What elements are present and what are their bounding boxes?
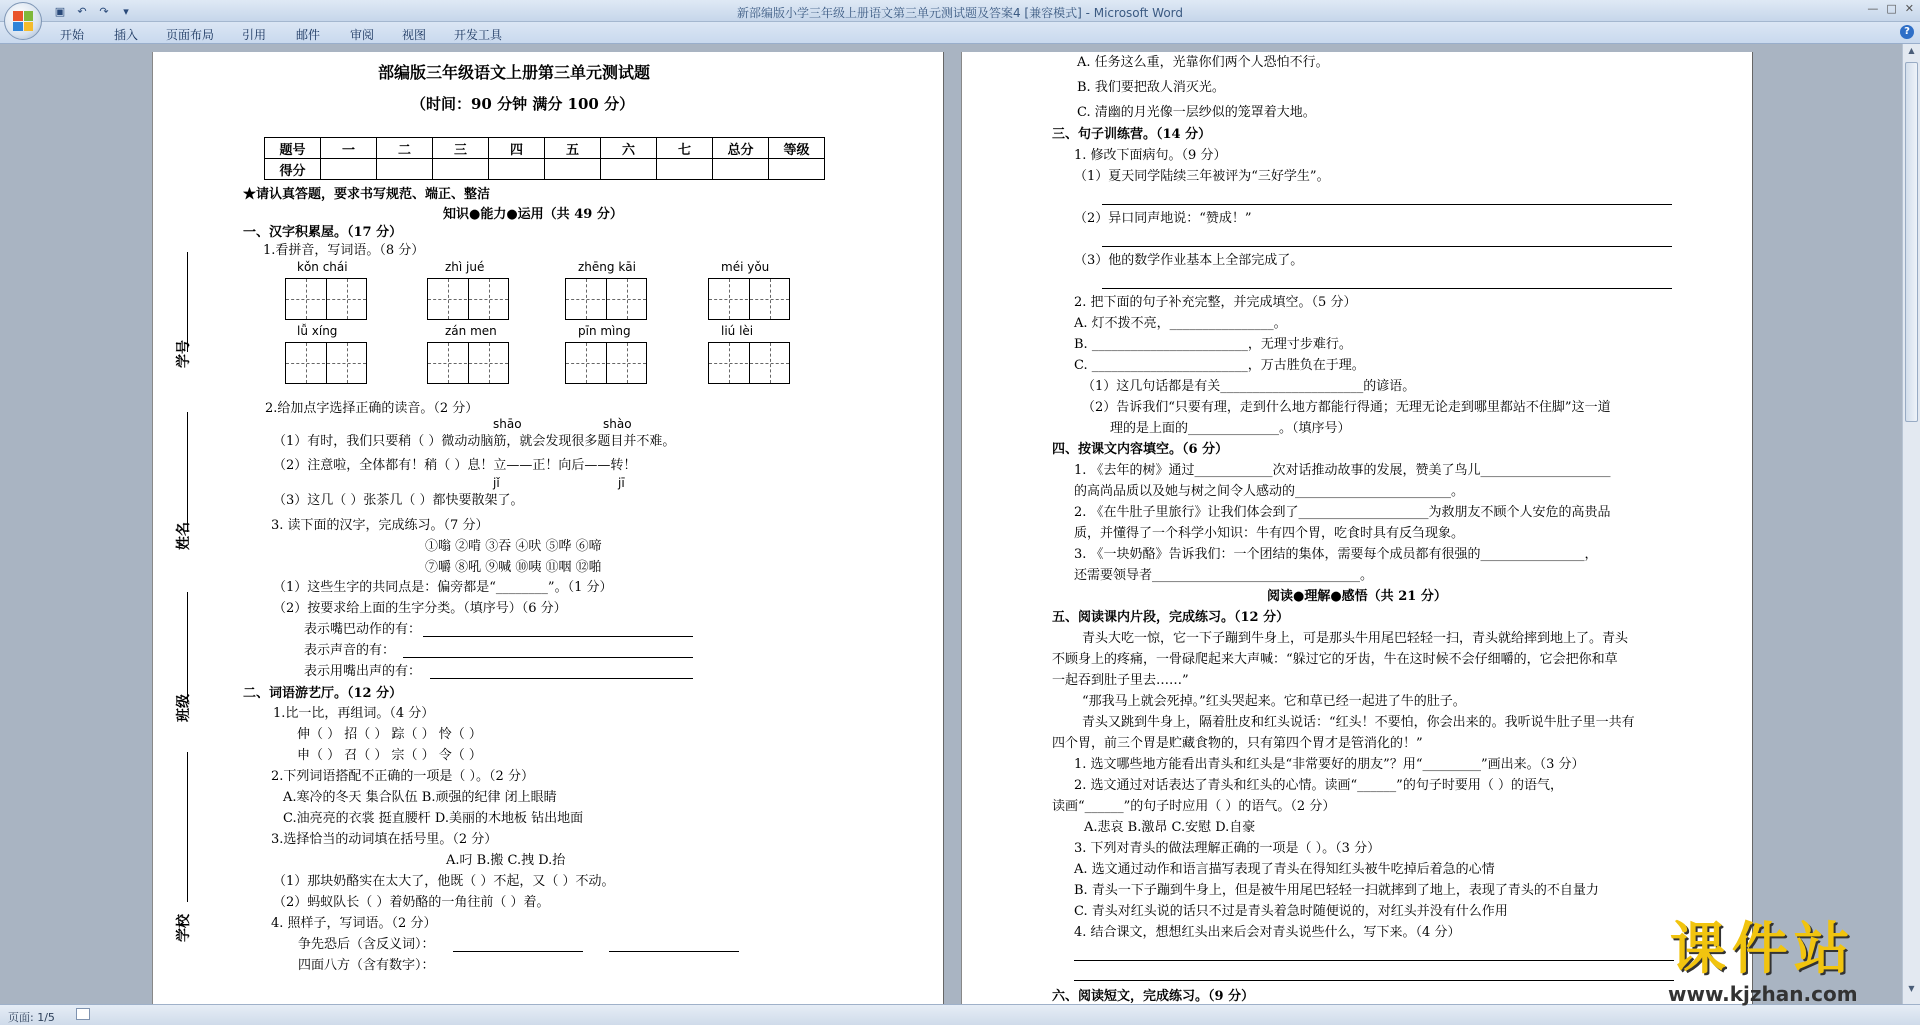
answer-line[interactable] <box>609 951 739 952</box>
question-heading: 一、汉字积累屋。（17 分） <box>243 225 403 240</box>
vertical-scrollbar[interactable] <box>1902 44 1920 1004</box>
pinyin-label: jī <box>618 476 625 490</box>
score-cell: 总分 <box>713 138 769 159</box>
question-text: 2. 把下面的句子补充完整，并完成填空。（5 分） <box>1074 295 1357 310</box>
score-cell[interactable] <box>433 159 489 180</box>
redo-icon[interactable]: ↷ <box>99 4 109 18</box>
question-text: 表示声音的有： <box>304 643 396 658</box>
question-text: 1. 《去年的树》通过____________次对话推动故事的发展，赞美了鸟儿____________________ <box>1074 463 1611 478</box>
score-cell[interactable] <box>321 159 377 180</box>
office-button[interactable] <box>4 2 42 40</box>
question-text: （2）按要求给上面的生字分类。（填序号）（6 分） <box>273 601 567 616</box>
scroll-up-icon[interactable]: ▲ <box>1908 46 1915 55</box>
score-table <box>264 137 825 180</box>
question-text: （3）这几（ ）张茶几（ ）都快要散架了。 <box>273 493 524 508</box>
question-text: 理的是上面的______________。（填序号） <box>1110 421 1351 436</box>
document-page-2[interactable] <box>962 52 1752 1004</box>
question-text: （1）那块奶酪实在太大了，他既（ ）不起，又（ ）不动。 <box>273 874 615 889</box>
tab-review[interactable]: 审阅 <box>350 28 375 42</box>
page-indicator[interactable]: 页面: 1/5 <box>8 1011 55 1024</box>
question-text: 四面八方（含有数字）： <box>298 958 435 973</box>
question-text: （3）他的数学作业基本上全部完成了。 <box>1074 253 1304 268</box>
tab-view[interactable]: 视图 <box>402 28 427 42</box>
score-cell[interactable] <box>713 159 769 180</box>
minimize-icon[interactable]: — <box>1867 2 1879 15</box>
writing-grid[interactable] <box>708 342 790 384</box>
question-text: A.叼 B.搬 C.拽 D.抬 <box>446 853 566 868</box>
answer-line[interactable] <box>1102 204 1672 205</box>
answer-line[interactable] <box>1074 960 1674 961</box>
question-text: （2）注意啦，全体都有！稍（ ）息！立——正！向后——转！ <box>273 458 637 473</box>
question-text: （1）有时，我们只要稍（ ）微动动脑筋，就会发现很多题目并不难。 <box>273 434 676 449</box>
answer-line[interactable] <box>1102 246 1672 247</box>
watermark-title: 课件站 <box>1669 917 1856 982</box>
question-text: 1. 选文哪些地方能看出青头和红头是“非常要好的朋友”？用“_________”画出来。（3 分） <box>1074 757 1585 772</box>
section-heading: 阅读●理解●感悟（共 21 分） <box>1267 589 1447 604</box>
answer-line[interactable] <box>403 657 693 658</box>
side-label-class: 班级 <box>176 694 192 722</box>
instructions: ★请认真答题，要求书写规范、端正、整洁 <box>243 187 491 202</box>
score-cell: 等级 <box>769 138 825 159</box>
question-text: B. 青头一下子蹦到牛身上，但是被牛用尾巴轻轻一扫就摔到了地上，表现了青头的不自量力 <box>1074 883 1599 898</box>
question-text: 读画“______”的句子时应用（ ）的语气。（2 分） <box>1052 799 1336 814</box>
question-text: 质，并懂得了一个科学小知识：牛有四个胃，吃食时具有反刍现象。 <box>1074 526 1465 541</box>
passage-text: 青头大吃一惊，它一下子蹦到牛身上，可是那头牛用尾巴轻轻一扫，青头就给摔到地上了。青头 <box>1082 631 1629 646</box>
question-heading: 五、阅读课内片段，完成练习。（12 分） <box>1052 610 1290 625</box>
pinyin-label: méi yǒu <box>721 260 770 274</box>
side-label-student-id: 学号 <box>176 340 192 368</box>
pinyin-label: zhì jué <box>445 260 485 274</box>
save-icon[interactable]: ▣ <box>54 4 66 18</box>
question-text: 1.看拼音，写词语。（8 分） <box>263 243 425 258</box>
writing-grid[interactable] <box>427 342 509 384</box>
answer-line[interactable] <box>423 636 693 637</box>
question-text: （2）异口同声地说：“赞成！” <box>1074 211 1252 226</box>
tab-references[interactable]: 引用 <box>242 28 267 42</box>
passage-text: 一起吞到肚子里去……” <box>1052 673 1189 688</box>
ribbon-tabs <box>0 22 1920 44</box>
pinyin-label: zhēng kāi <box>578 260 636 274</box>
maximize-icon[interactable]: □ <box>1886 2 1897 15</box>
side-line <box>187 592 188 702</box>
question-text: 4. 照样子，写词语。（2 分） <box>271 916 437 931</box>
question-text: 伸（ ） 招（ ） 踪（ ） 怜（ ） <box>297 727 482 742</box>
question-text: 1.比一比，再组词。（4 分） <box>273 706 435 721</box>
score-cell: 得分 <box>265 159 321 180</box>
pinyin-label: liú lèi <box>721 324 754 338</box>
question-text: C. 清幽的月光像一层纱似的笼罩着大地。 <box>1077 105 1316 120</box>
question-text: A. 灯不拨不亮，________________。 <box>1074 316 1287 331</box>
side-line <box>187 412 188 532</box>
question-text: 的高尚品质以及她与树之间令人感动的________________________。 <box>1074 484 1465 499</box>
pinyin-label: pīn mìng <box>578 324 631 338</box>
score-cell: 七 <box>657 138 713 159</box>
score-cell[interactable] <box>545 159 601 180</box>
question-text: （1）这几句话都是有关______________________的谚语。 <box>1082 379 1416 394</box>
question-text: （1）夏天同学陆续三年被评为“三好学生”。 <box>1074 169 1330 184</box>
pinyin-label: kǒn chái <box>297 260 348 274</box>
question-text: ①嗡 ②啃 ③吞 ④吠 ⑤哗 ⑥啼 <box>425 539 602 554</box>
question-text: 争先恐后（含反义词）： <box>298 937 435 952</box>
undo-icon[interactable]: ↶ <box>77 4 87 18</box>
window-title: 新部编版小学三年级上册语文第三单元测试题及答案4 [兼容模式] - Microsoft Word <box>736 6 1184 20</box>
customize-qat-icon[interactable]: ▾ <box>123 4 129 18</box>
side-line <box>187 752 188 902</box>
writing-grid[interactable] <box>427 278 509 320</box>
question-text: 表示用嘴出声的有： <box>304 664 422 679</box>
passage-text: 不顾身上的疼痛，一骨碌爬起来大声喊：“躲过它的牙齿，牛在这时候不会仔细嚼的，它会把你和草 <box>1052 652 1618 667</box>
score-cell: 四 <box>489 138 545 159</box>
answer-line[interactable] <box>453 951 583 952</box>
pinyin-label: jǐ <box>493 476 500 490</box>
question-text: （2）蚂蚁队长（ ）着奶酪的一角往前（ ）着。 <box>273 895 550 910</box>
question-text: C. 青头对红头说的话只不过是青头着急时随便说的，对红头并没有什么作用 <box>1074 904 1508 919</box>
question-text: ⑦嚼 ⑧吼 ⑨喊 ⑩咦 ⑪咽 ⑫啪 <box>425 560 602 575</box>
score-cell: 题号 <box>265 138 321 159</box>
side-line <box>187 252 188 352</box>
side-label-school: 学校 <box>176 914 192 942</box>
question-text: 3. 读下面的汉字，完成练习。（7 分） <box>271 518 489 533</box>
score-cell[interactable] <box>377 159 433 180</box>
writing-grid[interactable] <box>708 278 790 320</box>
question-text: 3. 《一块奶酪》告诉我们：一个团结的集体，需要每个成员都有很强的________________， <box>1074 547 1598 562</box>
question-text: 申（ ） 召（ ） 宗（ ） 令（ ） <box>297 748 482 763</box>
question-text: 还需要领导者________________________________。 <box>1074 568 1374 583</box>
answer-line[interactable] <box>1074 980 1674 981</box>
score-cell: 二 <box>377 138 433 159</box>
score-cell[interactable] <box>601 159 657 180</box>
tab-mailings[interactable]: 邮件 <box>296 28 321 42</box>
scroll-down-icon[interactable]: ▼ <box>1908 984 1915 993</box>
question-text: （1）这些生字的共同点是：偏旁都是“________”。（1 分） <box>273 580 613 595</box>
pinyin-label: lǚ xíng <box>297 324 338 338</box>
answer-line[interactable] <box>1102 288 1672 289</box>
question-text: 表示嘴巴动作的有： <box>304 622 422 637</box>
page-subtitle: （时间：90 分钟 满分 100 分） <box>411 95 635 113</box>
page-title: 部编版三年级语文上册第三单元测试题 <box>378 63 651 82</box>
tab-page-layout[interactable]: 页面布局 <box>166 28 215 42</box>
side-label-name: 姓名 <box>176 522 192 550</box>
passage-text: “那我马上就会死掉。”红头哭起来。它和草已经一起进了牛的肚子。 <box>1082 694 1466 709</box>
question-text: A.寒冷的冬天 集合队伍 B.顽强的纪律 闭上眼睛 <box>283 790 557 805</box>
tab-insert[interactable]: 插入 <box>114 28 139 42</box>
score-cell[interactable] <box>657 159 713 180</box>
question-heading: 二、词语游艺厅。（12 分） <box>243 686 403 701</box>
question-text: （2）告诉我们“只要有理，走到什么地方都能行得通；无理无论走到哪里都站不住脚”这一道 <box>1082 400 1611 415</box>
question-text: 2.下列词语搭配不正确的一项是（ ）。（2 分） <box>271 769 534 784</box>
document-area <box>0 44 1902 1004</box>
question-text: 2. 《在牛肚子里旅行》让我们体会到了____________________为救朋友不顾个人安危的高贵品 <box>1074 505 1611 520</box>
site-watermark <box>1668 917 1858 1006</box>
question-heading: 六、阅读短文，完成练习。（9 分） <box>1052 989 1255 1004</box>
question-text: A. 选文通过动作和语言描写表现了青头在得知红头被牛吃掉后着急的心情 <box>1074 862 1495 877</box>
question-text: 3. 下列对青头的做法理解正确的一项是（ ）。（3 分） <box>1074 841 1381 856</box>
score-cell: 六 <box>601 138 657 159</box>
window-controls <box>1867 2 1914 15</box>
writing-grid[interactable] <box>565 278 647 320</box>
answer-line[interactable] <box>430 678 693 679</box>
watermark-url: www.kjzhan.com <box>1668 982 1858 1006</box>
writing-grid[interactable] <box>285 278 367 320</box>
close-icon[interactable]: ✕ <box>1904 2 1914 15</box>
writing-grid[interactable] <box>285 342 367 384</box>
question-heading: 四、按课文内容填空。（6 分） <box>1052 442 1229 457</box>
status-bar <box>0 1004 1920 1025</box>
writing-grid[interactable] <box>565 342 647 384</box>
question-text: A. 任务这么重，光靠你们两个人恐怕不行。 <box>1077 55 1329 70</box>
question-text: A.悲哀 B.激昂 C.安慰 D.自豪 <box>1084 820 1256 835</box>
question-text: 3.选择恰当的动词填在括号里。（2 分） <box>271 832 498 847</box>
question-text: B. 我们要把敌人消灭光。 <box>1077 80 1225 95</box>
document-page-1[interactable] <box>153 52 943 1004</box>
question-text: 2. 选文通过对话表达了青头和红头的心情。读画“______”的句子时要用（ ）的语气， <box>1074 778 1563 793</box>
pinyin-label: zán men <box>445 324 497 338</box>
pinyin-label: shào <box>603 417 632 431</box>
office-logo-icon <box>13 11 33 31</box>
proofing-icon[interactable] <box>76 1008 90 1020</box>
question-text: B. ________________________，无理寸步难行。 <box>1074 337 1352 352</box>
question-text: 1. 修改下面病句。（9 分） <box>1074 148 1227 163</box>
section-heading: 知识●能力●运用（共 49 分） <box>443 207 623 222</box>
score-cell[interactable] <box>769 159 825 180</box>
question-text: 2.给加点字选择正确的读音。（2 分） <box>265 401 479 416</box>
score-cell: 五 <box>545 138 601 159</box>
passage-text: 四个胃，前三个胃是贮藏食物的，只有第四个胃才是管消化的！” <box>1052 736 1423 751</box>
score-cell: 一 <box>321 138 377 159</box>
question-text: 4. 结合课文，想想红头出来后会对青头说些什么，写下来。（4 分） <box>1074 925 1461 940</box>
question-heading: 三、句子训练营。（14 分） <box>1052 127 1212 142</box>
scrollbar-thumb[interactable] <box>1905 62 1918 422</box>
passage-text: 青头又跳到牛身上，隔着肚皮和红头说话：“红头！不要怕，你会出来的。我听说牛肚子里一共有 <box>1082 715 1635 730</box>
pinyin-label: shāo <box>493 417 522 431</box>
question-text: C. ________________________，万古胜负在于理。 <box>1074 358 1365 373</box>
question-text: C.油亮亮的衣裳 挺直腰杆 D.美丽的木地板 钻出地面 <box>283 811 584 826</box>
tab-home[interactable]: 开始 <box>60 28 85 42</box>
tab-developer[interactable]: 开发工具 <box>454 28 503 42</box>
score-cell[interactable] <box>489 159 545 180</box>
help-icon[interactable]: ? <box>1900 25 1914 39</box>
score-cell: 三 <box>433 138 489 159</box>
title-bar <box>0 0 1920 22</box>
